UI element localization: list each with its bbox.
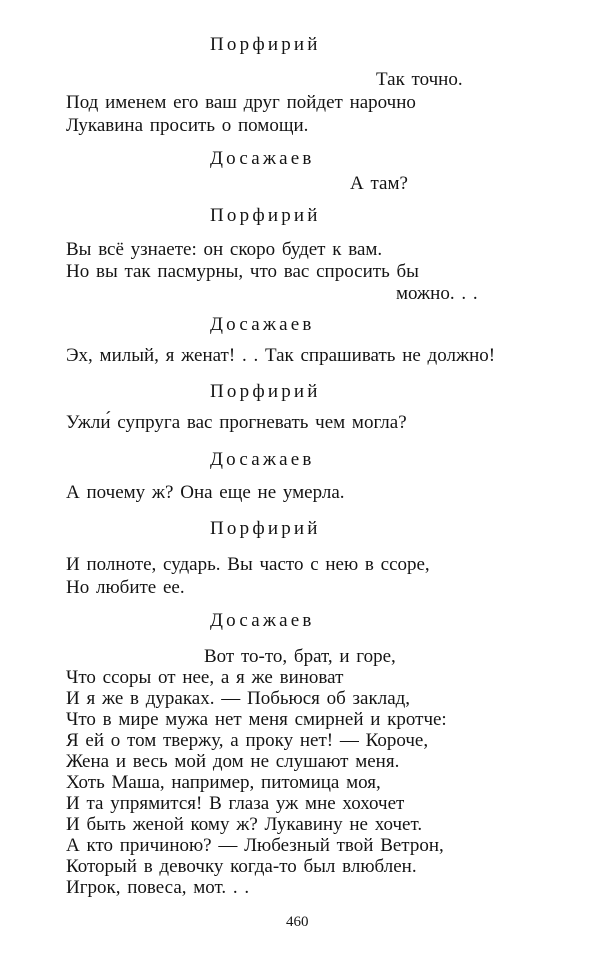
verse-line: А почему ж? Она еще не умерла. [66,482,345,503]
verse-line: Но вы так пасмурны, что вас спросить бы [66,261,419,282]
verse-line: Вы всё узнаете: он скоро будет к вам. [66,239,383,260]
speaker-name: Порфирий [210,381,321,402]
verse-line: Что ссоры от нее, а я же виноват [66,667,344,688]
verse-line: Эх, милый, я женат! . . Так спрашивать не должно! [66,345,496,366]
verse-line: Так точно. [376,69,463,90]
speaker-name: Досажаев [210,314,315,335]
verse-line: Под именем его ваш друг пойдет нарочно [66,92,416,113]
verse-line: И быть женой кому ж? Лукавину не хочет. [66,814,423,835]
verse-line: А там? [350,173,408,194]
verse-line: И та упрямится! В глаза уж мне хохочет [66,793,405,814]
speaker-name: Порфирий [210,518,321,539]
verse-line: Который в девочку когда-то был влюблен. [66,856,417,877]
speaker-name: Порфирий [210,34,321,55]
verse-line: Я ей о том твержу, а проку нет! — Короче, [66,730,429,751]
verse-line: Но любите ее. [66,577,185,598]
verse-line: И полноте, сударь. Вы часто с нею в ссоре, [66,554,430,575]
speaker-name: Досажаев [210,148,315,169]
verse-line: А кто причиною? — Любезный твой Ветрон, [66,835,444,856]
verse-line: И я же в дураках. — Побьюся об заклад, [66,688,411,709]
verse-line: Что в мире мужа нет меня смирней и кротче: [66,709,447,730]
verse-line: можно. . . [396,283,478,304]
verse-line: Лукавина просить о помощи. [66,115,309,136]
verse-line: Хоть Маша, например, питомица моя, [66,772,381,793]
page-number: 460 [286,914,309,930]
verse-line: Вот то-то, брат, и горе, [204,646,396,667]
verse-line: Игрок, повеса, мот. . . [66,877,250,898]
verse-line: Ужли́ супруга вас прогневать чем могла? [66,412,407,433]
verse-line: Жена и весь мой дом не слушают меня. [66,751,400,772]
speaker-name: Досажаев [210,610,315,631]
speaker-name: Досажаев [210,449,315,470]
speaker-name: Порфирий [210,205,321,226]
